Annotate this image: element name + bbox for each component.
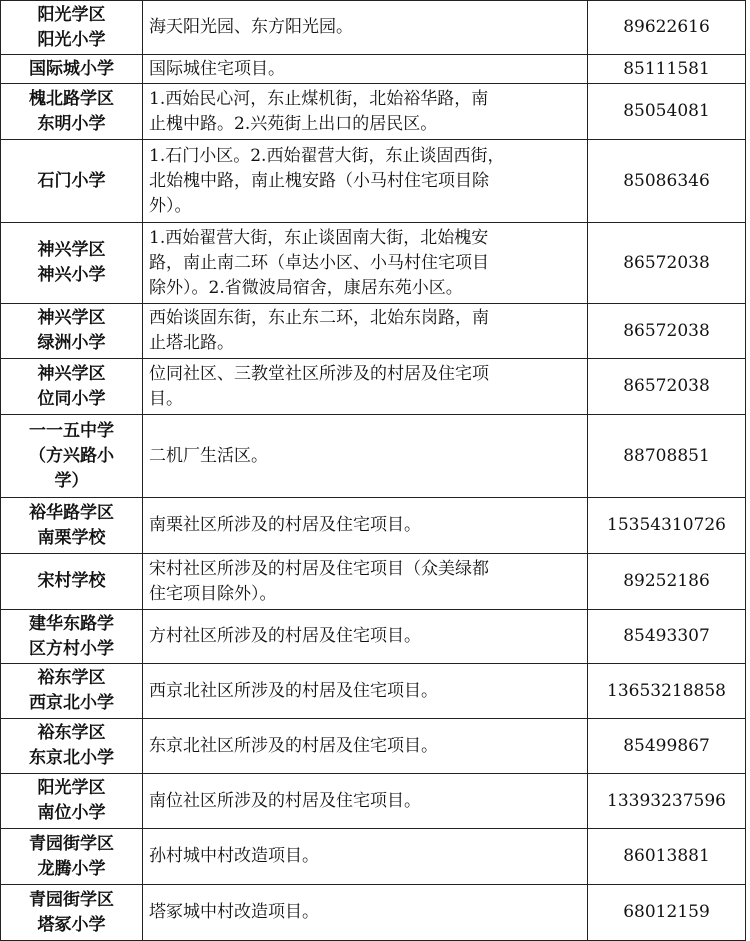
contact-phone-cell: 85054081 [588,84,746,140]
school-name-line: 学） [54,470,89,491]
enrollment-area-line: 目。 [149,388,183,409]
school-name-cell [1,610,143,664]
school-name-cell [1,774,143,829]
contact-phone-cell: 13393237596 [588,774,746,829]
school-name-cell [1,84,143,140]
school-name-line: 神兴学区 [37,308,106,328]
table-row [1,84,746,140]
enrollment-area-line: 西始谈固东街，东止东二环，北始东岗路，南 [149,308,489,328]
school-name-line: 阳光学区 [37,4,106,25]
enrollment-area-line: 住宅项目除外）。 [149,583,277,604]
table-row [1,829,746,885]
enrollment-area-cell [143,1,588,55]
table-row [1,304,746,359]
enrollment-area-cell [143,223,588,304]
enrollment-area-line: 二机厂生活区。 [149,445,268,466]
school-name-cell [1,304,143,359]
enrollment-area-cell [143,84,588,140]
contact-phone-cell: 85086346 [588,140,746,223]
school-name-line: 神兴学区 [37,363,106,384]
school-name-line: （方兴路小 [29,445,114,466]
enrollment-area-line: 塔冢城中村改造项目。 [149,902,319,922]
school-name-line: 神兴学区 [37,240,106,260]
enrollment-area-cell [143,554,588,610]
table-row [1,140,746,223]
contact-phone-cell: 68012159 [588,885,746,941]
enrollment-area-cell [143,140,588,223]
enrollment-area-line: 南位社区所涉及的村居及住宅项目。 [149,790,421,811]
enrollment-area-cell [143,774,588,829]
school-name-line: 南栗学校 [37,527,106,548]
contact-phone-cell: 85493307 [588,610,746,664]
enrollment-area-line: 南栗社区所涉及的村居及住宅项目。 [149,515,421,535]
school-name-line: 东京北小学 [29,748,114,768]
enrollment-area-line: 外）。 [149,195,192,216]
enrollment-area-line: 位同社区、三教堂社区所涉及的村居及住宅项 [149,363,489,384]
enrollment-area-line: 止槐中路。2.兴苑街上出口的居民区。 [149,113,438,134]
table-row [1,719,746,774]
school-name-cell [1,498,143,554]
enrollment-area-line: 除外）。2.省微波局宿舍，康居东苑小区。 [149,277,463,298]
school-name-cell [1,885,143,941]
school-name-line: 建华东路学 [29,613,114,634]
table-row [1,664,746,719]
enrollment-area-line: 路，南止南二环（卓达小区、小马村住宅项目 [149,252,489,273]
contact-phone-cell: 85111581 [588,55,746,84]
school-name-line: 阳光小学 [37,29,106,50]
enrollment-area-line: 方村社区所涉及的村居及住宅项目。 [149,626,421,646]
enrollment-area-cell [143,415,588,498]
enrollment-area-line: 1.西始翟营大街，东止谈固南大街，北始槐安 [149,227,489,248]
enrollment-area-line: 国际城住宅项目。 [149,58,285,79]
school-name-cell [1,1,143,55]
school-name-line: 裕东学区 [37,723,106,743]
school-name-line: 石门小学 [37,170,106,191]
contact-phone-cell: 15354310726 [588,498,746,554]
enrollment-area-line: 西京北社区所涉及的村居及住宅项目。 [149,680,438,701]
table-row [1,1,746,55]
contact-phone-cell: 86572038 [588,304,746,359]
school-name-line: 绿洲小学 [37,333,106,353]
enrollment-area-line: 孙村城中村改造项目。 [149,846,319,866]
school-name-line: 南位小学 [37,803,106,823]
table-row [1,498,746,554]
table-row [1,610,746,664]
enrollment-area-line: 东京北社区所涉及的村居及住宅项目。 [149,735,438,756]
enrollment-area-cell [143,55,588,84]
enrollment-area-cell [143,304,588,359]
table-row [1,223,746,304]
enrollment-area-cell [143,610,588,664]
enrollment-area-cell [143,498,588,554]
school-name-cell [1,140,143,223]
school-name-line: 国际城小学 [29,58,114,79]
enrollment-area-line: 止塔北路。 [149,333,234,353]
school-name-line: 裕华路学区 [29,502,114,523]
enrollment-area-cell [143,829,588,885]
school-name-cell [1,554,143,610]
enrollment-area-line: 宋村社区所涉及的村居及住宅项目（众美绿都 [149,558,489,579]
contact-phone-cell: 89622616 [588,1,746,55]
contact-phone-cell: 86013881 [588,829,746,885]
school-name-cell [1,664,143,719]
school-name-line: 东明小学 [37,113,106,134]
enrollment-area-line: 海天阳光园、东方阳光园。 [149,17,353,37]
school-name-line: 西京北小学 [29,693,114,713]
school-name-line: 槐北路学区 [29,88,114,109]
school-name-line: 龙腾小学 [37,858,106,879]
enrollment-area-line: 1.西始民心河，东止煤机街，北始裕华路，南 [149,88,489,109]
table-row [1,774,746,829]
enrollment-area-line: 1.石门小区。2.西始翟营大街，东止谈固西街， [149,145,505,166]
school-name-line: 阳光学区 [37,778,106,798]
school-name-cell [1,415,143,498]
school-name-line: 塔冢小学 [37,914,106,935]
table-row [1,554,746,610]
enrollment-area-cell [143,664,588,719]
school-name-cell [1,55,143,84]
contact-phone-cell: 85499867 [588,719,746,774]
enrollment-area-cell [143,719,588,774]
contact-phone-cell: 86572038 [588,223,746,304]
school-name-line: 一一五中学 [29,420,114,441]
contact-phone-cell: 13653218858 [588,664,746,719]
table-row [1,885,746,941]
contact-phone-cell: 89252186 [588,554,746,610]
school-name-line: 神兴小学 [37,265,106,285]
school-name-line: 青园街学区 [29,889,114,910]
table-row [1,359,746,415]
table-row [1,55,746,84]
school-name-line: 区方村小学 [29,638,114,659]
school-name-line: 位同小学 [37,388,106,409]
school-name-line: 裕东学区 [37,668,106,688]
school-name-line: 青园街学区 [29,833,114,854]
table-row [1,415,746,498]
enrollment-area-cell [143,359,588,415]
enrollment-area-cell [143,885,588,941]
enrollment-area-line: 北始槐中路，南止槐安路（小马村住宅项目除 [149,170,489,191]
school-name-cell [1,223,143,304]
contact-phone-cell: 88708851 [588,415,746,498]
school-name-line: 宋村学校 [37,571,106,591]
school-name-cell [1,719,143,774]
table-body [1,1,746,941]
school-name-cell [1,359,143,415]
contact-phone-cell: 86572038 [588,359,746,415]
school-name-cell [1,829,143,885]
